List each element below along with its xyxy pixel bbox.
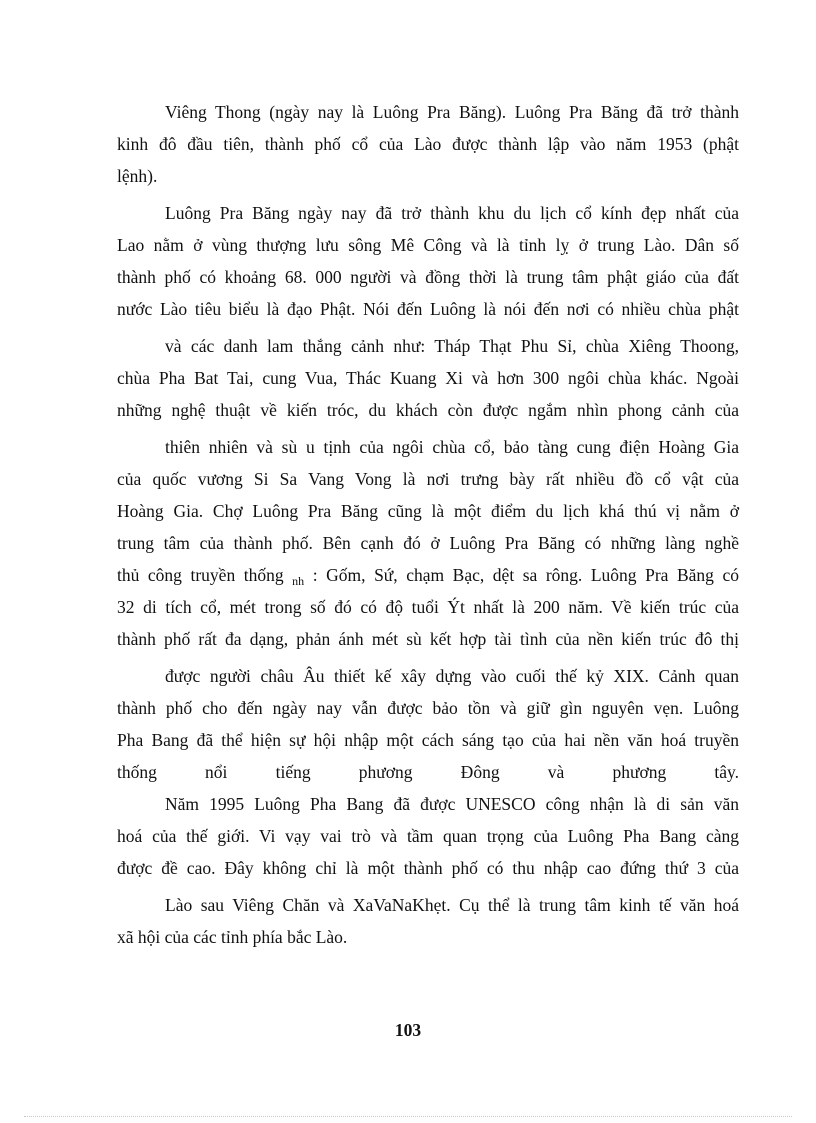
text-line: và các danh lam thắng cảnh như: Tháp Thạt Phu Sỉ, chùa Xiêng Thoong, [165,336,739,356]
text-line: Năm 1995 Luông Pha Bang đã được UNESCO công nhận là di sản văn [165,794,739,814]
text-line: chùa Pha Bat Tai, cung Vua, Thác Kuang Xi và hơn 300 ngôi chùa khác. Ngoài [117,368,739,388]
text-line: trung tâm của thành phố. Bên cạnh đó ở Luông Pra Băng có những làng nghề [117,533,739,553]
text-line: được đề cao. Đây không chỉ là một thành phố có thu nhập cao đứng thứ 3 của [117,858,739,878]
text-line: Lào sau Viêng Chăn và XaVaNaKhẹt. Cụ thể là trung tâm kinh tế văn hoá [165,895,739,915]
text-line: những nghệ thuật về kiến tróc, du khách còn được ngắm nhìn phong cảnh của [117,400,739,420]
text-line: thống nổi tiếng phương Đông và phương tây. [117,762,739,782]
body-text [117,96,739,953]
text-line: Lao nằm ở vùng thượng lưu sông Mê Công và là tỉnh lỵ ở trung Lào. Dân số [117,235,739,255]
text-line: nước Lào tiêu biểu là đạo Phật. Nói đến Luông là nói đến nơi có nhiều chùa phật [117,299,739,319]
subscript-text: nh [292,574,305,588]
text-line: Hoàng Gia. Chợ Luông Pra Băng cũng là một điểm du lịch khá thú vị nằm ở [117,501,739,521]
text-line: của quốc vương Si Sa Vang Vong là nơi trưng bày rất nhiều đồ cổ vật của [117,469,739,489]
text-segment: : Gốm, Sứ, chạm Bạc, dệt sa rông. Luông Pra Băng có [304,565,739,585]
text-line: kinh đô đầu tiên, thành phố cổ của Lào được thành lập vào năm 1953 (phật [117,134,739,154]
page-number: 103 [394,1020,422,1040]
text-line: Luông Pra Băng ngày nay đã trở thành khu du lịch cổ kính đẹp nhất của [165,203,739,223]
text-line: thành phố rất đa dạng, phản ánh mét sù kết hợp tài tình của nền kiến trúc đô thị [117,629,739,649]
text-line: xã hội của các tỉnh phía bắc Lào. [117,927,348,947]
text-line: thành phố có khoảng 68. 000 người và đồng thời là trung tâm phật giáo của đất [117,267,739,287]
text-line: lệnh). [117,166,158,186]
page-bottom-divider [24,1116,792,1117]
text-line: thành phố cho đến ngày nay vẫn được bảo tồn và giữ gìn nguyên vẹn. Luông [117,698,739,718]
text-line: thiên nhiên và sù u tịnh của ngôi chùa cổ, bảo tàng cung điện Hoàng Gia [165,437,739,457]
text-line: Pha Bang đã thể hiện sự hội nhập một cách sáng tạo của hai nền văn hoá truyền [117,730,739,750]
text-line [117,559,739,591]
text-line: 32 di tích cổ, mét trong số đó có độ tuổi Ýt nhất là 200 năm. Về kiến trúc của [117,597,739,617]
text-line: hoá của thế giới. Vi vạy vai trò và tầm quan trọng của Luông Pha Bang càng [117,826,739,846]
text-line: Viêng Thong (ngày nay là Luông Pra Băng). Luông Pra Băng đã trở thành [165,102,739,122]
text-segment: thủ công truyền thống [117,565,284,585]
text-line: được người châu Âu thiết kế xây dựng vào cuối thế kỷ XIX. Cảnh quan [165,666,739,686]
